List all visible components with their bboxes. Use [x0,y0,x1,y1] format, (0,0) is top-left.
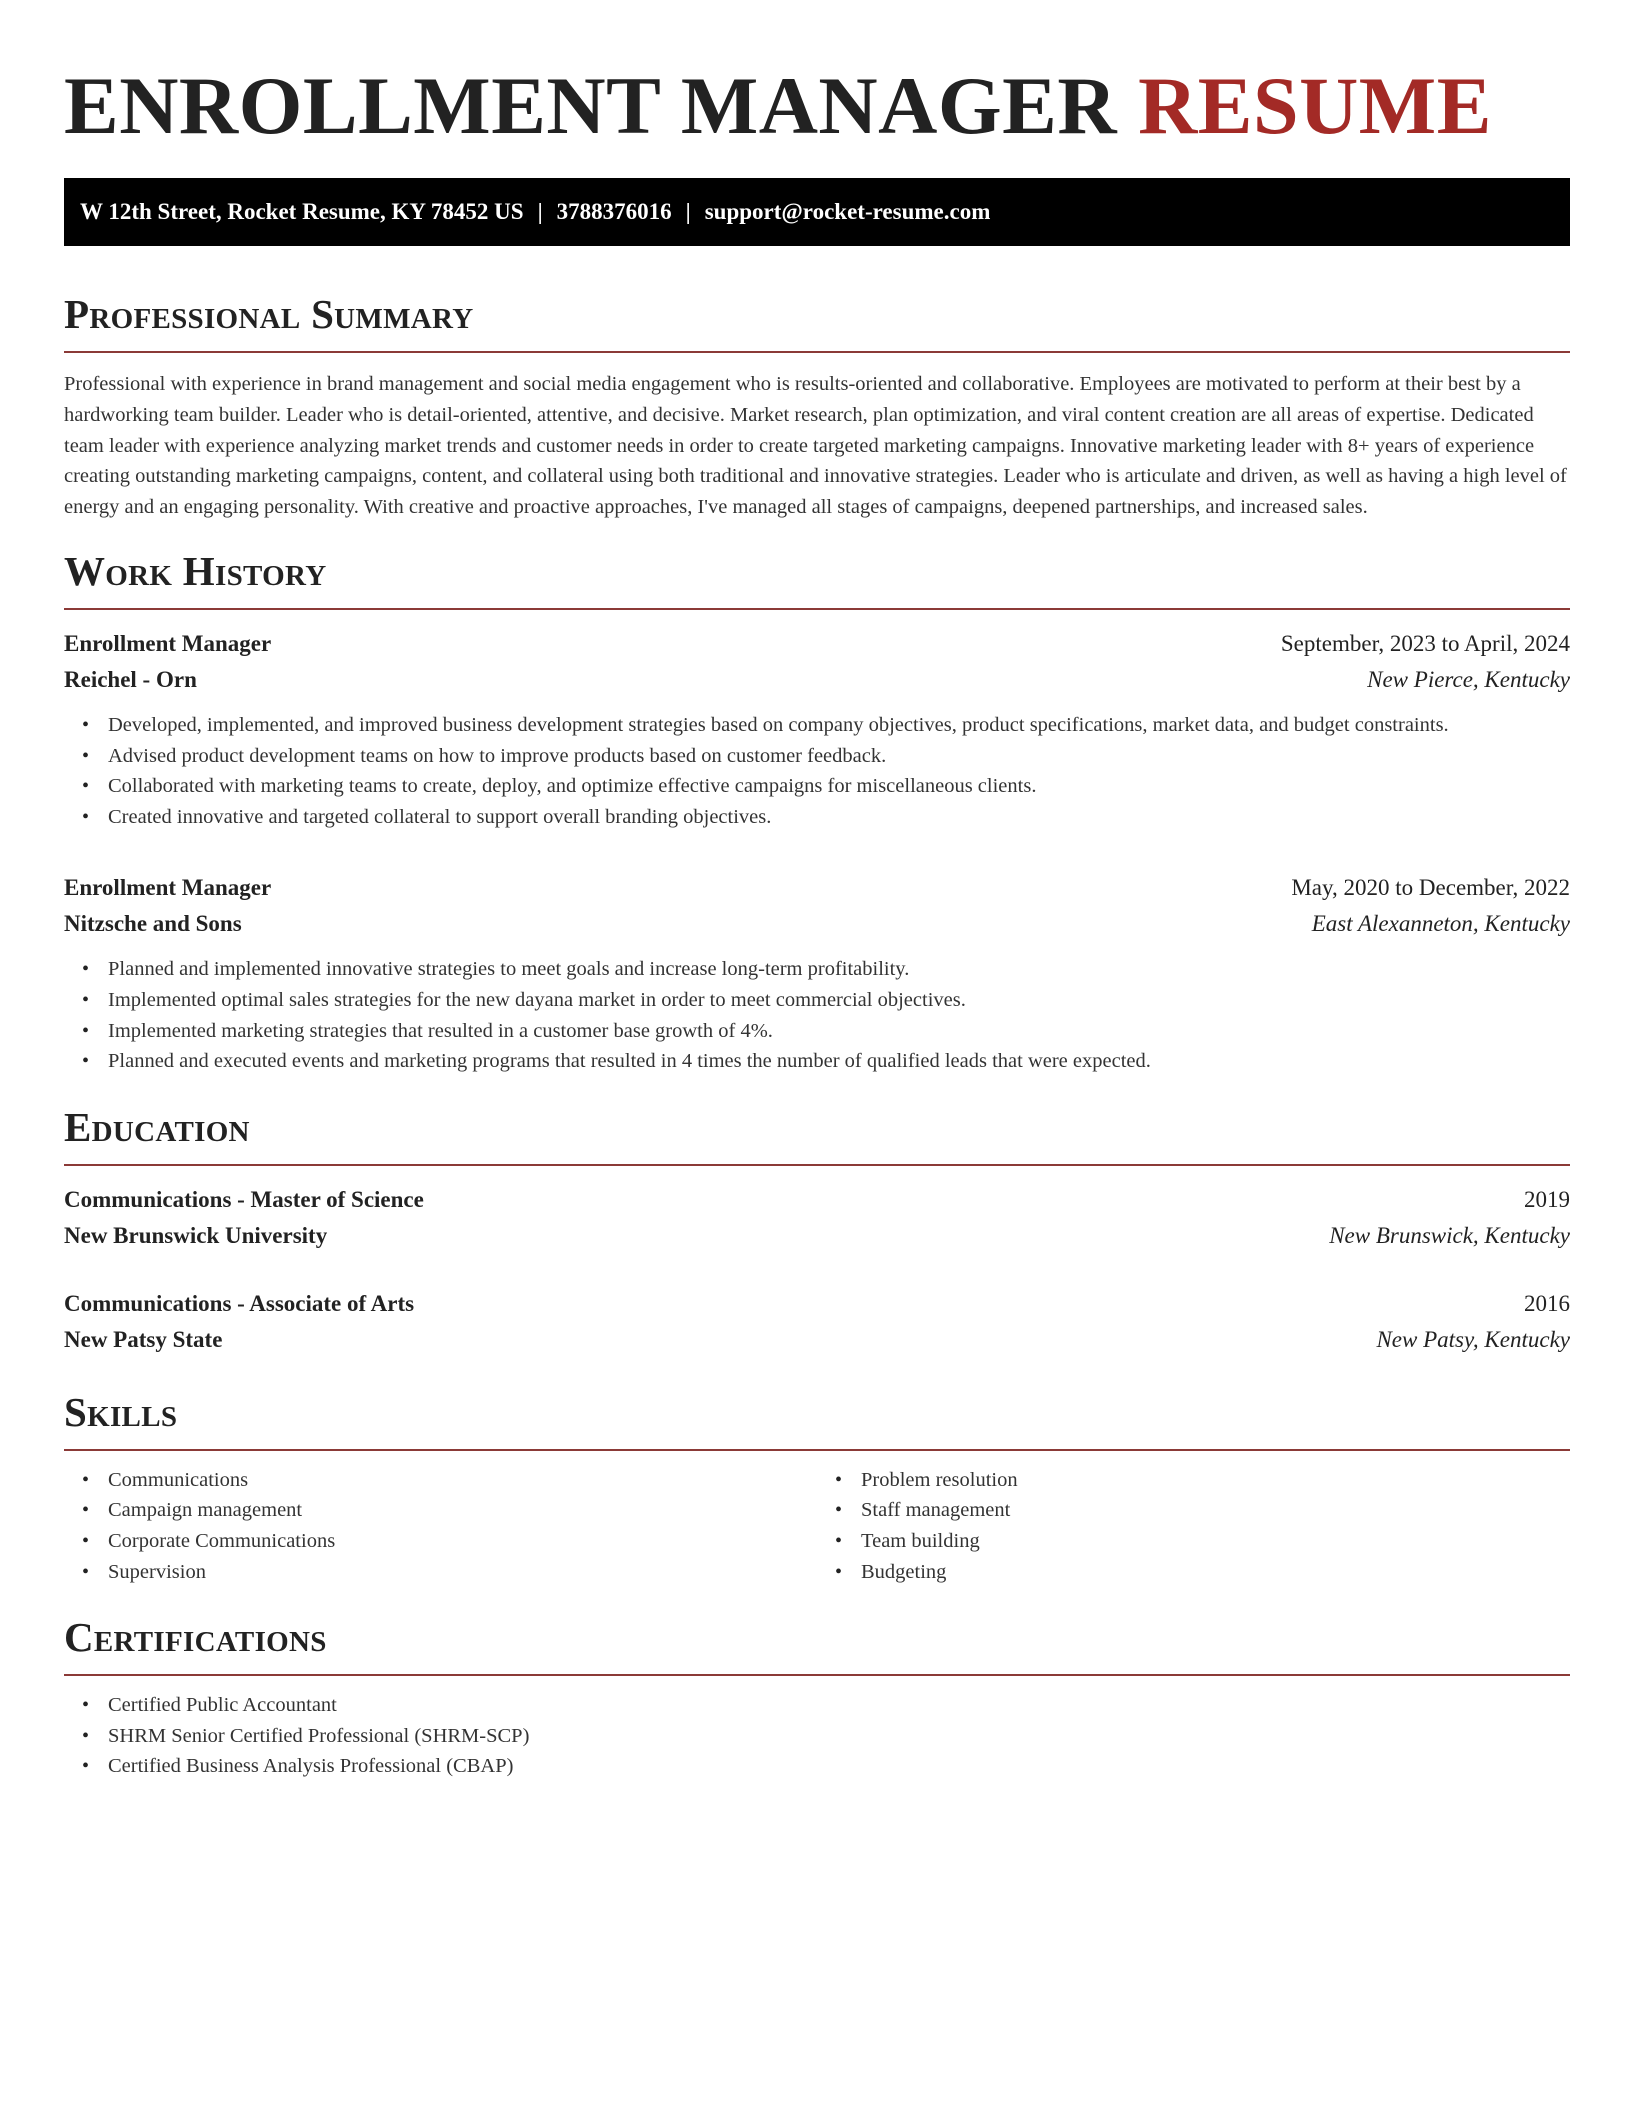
resume-page [64,0,1570,1782]
education-degree-row [64,1286,1570,1322]
list-item: • Problem resolution [861,1465,1570,1496]
job-dates: May, 2020 to December, 2022 [1291,875,1570,901]
education-degree: Communications - Master of Science [64,1186,424,1212]
skills-list-right [817,1465,1570,1587]
section-divider [64,1164,1570,1166]
list-item: • Developed, implemented, and improved business development strategies based on company objectives, product specifications, market data, and budget constraints. [108,710,1570,741]
list-item: • Staff management [861,1495,1570,1526]
title-main: ENROLLMENT MANAGER [64,60,1118,151]
section-title-skills: Skills [64,1388,178,1435]
education-location: New Patsy, Kentucky [1376,1326,1570,1352]
skills-grid [64,1465,1570,1587]
list-item: • Certified Business Analysis Professional (CBAP) [108,1751,1570,1782]
job-company-row [64,662,1570,698]
list-item: • Planned and implemented innovative strategies to meet goals and increase long-term profitability. [108,954,1570,985]
job-company-row [64,906,1570,942]
list-item: • Advised product development teams on how to improve products based on customer feedback. [108,741,1570,772]
resume-title [64,58,1570,154]
job-dates: September, 2023 to April, 2024 [1280,630,1570,656]
job-header-row [64,870,1570,906]
list-item: • Collaborated with marketing teams to create, deploy, and optimize effective campaigns for miscellaneous clients. [108,771,1570,802]
list-item: • Supervision [108,1557,817,1588]
summary-text: Professional with experience in brand management and social media engagement who is results-oriented and collaborative. Employees are motivated to perform at their best by a hardworking team builder. Leader who is detail-oriented, attentive, and decisive. Market research, plan optimization, and viral content creation are all areas of expertise. Dedicated team leader with experience analyzing market trends and customer needs in order to create targeted marketing campaigns. Innovative marketing leader with 8+ years of experience creating outstanding marketing campaigns, content, and collateral using both traditional and innovative strategies. Leader who is articulate and driven, as well as having a high level of energy and an engaging personality. With creative and proactive approaches, I've managed all stages of campaigns, deepened partnerships, and increased sales. [64,373,1567,519]
list-item: • Campaign management [108,1495,817,1526]
job-company: Reichel - Orn [64,666,197,692]
education-section [64,1103,1570,1358]
job-bullets [64,954,1570,1076]
education-school: New Patsy State [64,1326,223,1352]
list-item: • Created innovative and targeted collateral to support overall branding objectives. [108,802,1570,833]
education-degree: Communications - Associate of Arts [64,1290,415,1316]
certifications-section [64,1613,1570,1782]
contact-bar [64,178,1570,246]
list-item: • Team building [861,1526,1570,1557]
skills-section [64,1388,1570,1587]
title-accent: RESUME [1138,60,1492,151]
list-item: • Certified Public Accountant [108,1690,1570,1721]
education-year: 2016 [1524,1290,1570,1316]
section-divider [64,1674,1570,1676]
list-item: • Budgeting [861,1557,1570,1588]
education-school: New Brunswick University [64,1222,328,1248]
list-item: • Planned and executed events and marketing programs that resulted in 4 times the number of qualified leads that were expected. [108,1046,1570,1077]
job-location: New Pierce, Kentucky [1367,666,1570,692]
job-location: East Alexanneton, Kentucky [1311,911,1570,937]
job-company: Nitzsche and Sons [64,911,242,937]
contact-email[interactable]: support@rocket-resume.com [704,199,991,224]
skills-list-left [64,1465,817,1587]
job-role: Enrollment Manager [64,875,272,901]
job-entry [64,626,1570,832]
section-title-education: Education [64,1103,250,1150]
education-school-row [64,1218,1570,1254]
education-school-row [64,1322,1570,1358]
summary-section [64,290,1570,523]
contact-phone[interactable]: 3788376016 [556,199,672,224]
education-entry [64,1286,1570,1358]
education-year: 2019 [1524,1186,1570,1212]
job-entry [64,870,1570,1076]
contact-separator: | [685,199,691,224]
list-item: • Implemented marketing strategies that resulted in a customer base growth of 4%. [108,1016,1570,1047]
section-title-certifications: Certifications [64,1614,327,1661]
education-entry [64,1182,1570,1254]
education-location: New Brunswick, Kentucky [1329,1222,1570,1248]
job-header-row [64,626,1570,662]
job-role: Enrollment Manager [64,630,272,656]
section-title-work-history: Work History [64,547,327,594]
list-item: • Corporate Communications [108,1526,817,1557]
certifications-list [64,1690,1570,1782]
education-degree-row [64,1182,1570,1218]
section-divider [64,608,1570,610]
list-item: • Communications [108,1465,817,1496]
contact-address: W 12th Street, Rocket Resume, KY 78452 US [80,199,524,224]
section-divider [64,351,1570,353]
section-title-summary: Professional Summary [64,291,474,337]
list-item: • Implemented optimal sales strategies for the new dayana market in order to meet commercial objectives. [108,985,1570,1016]
list-item: • SHRM Senior Certified Professional (SHRM-SCP) [108,1721,1570,1752]
contact-separator: | [537,199,543,224]
work-history-section [64,547,1570,1077]
section-divider [64,1449,1570,1451]
job-bullets [64,710,1570,832]
